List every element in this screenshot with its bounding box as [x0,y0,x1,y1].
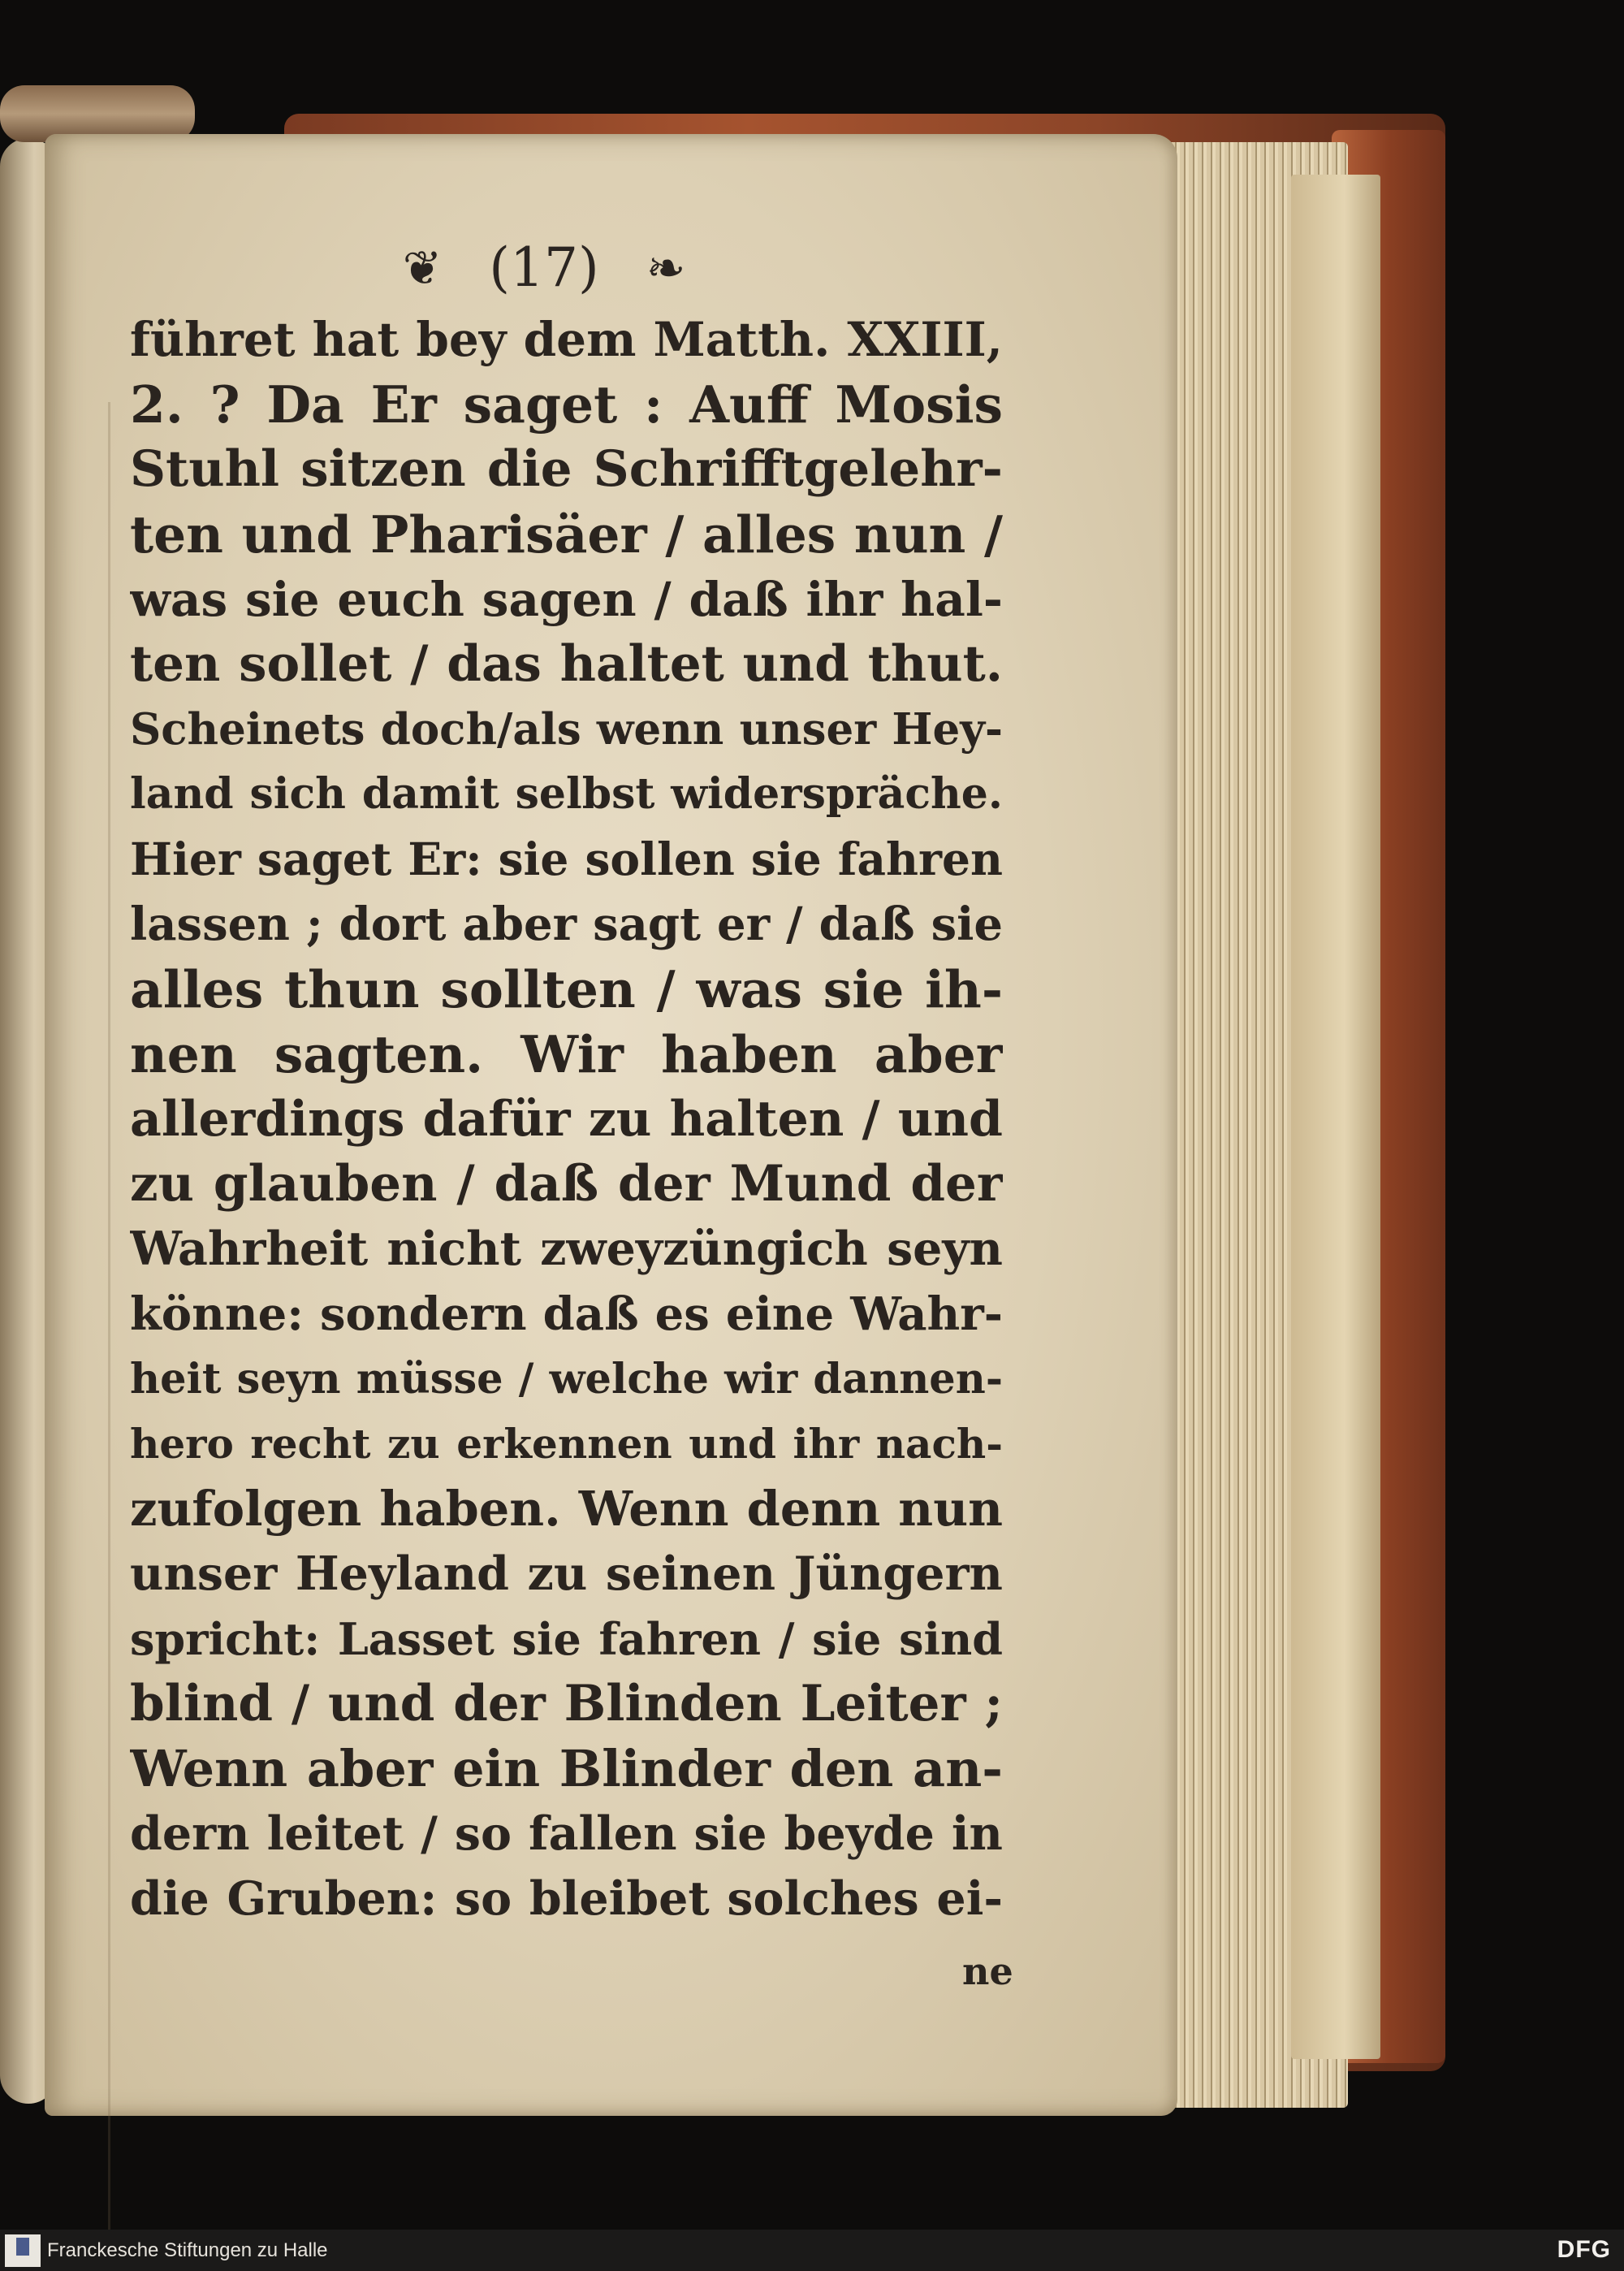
page-header [361,236,727,309]
text-line: spricht: Lasset sie fahren / sie sind [130,1613,1003,1665]
text-line: zufolgen haben. Wenn denn nun [130,1481,1003,1537]
ornament-left-icon: ❦ [402,240,443,296]
text-line: land sich damit selbst widerspräche. [130,769,1003,819]
text-line: könne: sondern daß es eine Wahr- [130,1287,1003,1341]
text-line: die Gruben: so bleibet solches ei- [130,1871,1003,1926]
text-line: ten und Pharisäer / alles nun / [130,504,1003,565]
text-line: führet hat bey dem Matth. XXIII, [130,312,1003,367]
body-text [130,307,1003,1931]
institution-name: Franckesche Stiftungen zu Halle [47,2239,328,2261]
text-line: blind / und der Blinden Leiter ; [130,1675,1003,1732]
text-line: heit seyn müsse / welche wir dannen- [130,1355,1003,1404]
institution-logo-icon [5,2234,41,2267]
text-line: unser Heyland zu seinen Jüngern [130,1546,1003,1601]
text-line: hero recht zu erkennen und ihr nach- [130,1420,1003,1468]
text-line: 2. ? Da Er saget : Auff Mosis [130,374,1003,435]
text-line: Wahrheit nicht zweyzüngich seyn [130,1222,1003,1276]
ornament-right-icon: ❧ [646,240,686,296]
text-line: ten sollet / das haltet und thut. [130,635,1003,693]
catchword: ne [962,1949,1013,1993]
text-line: lassen ; dort aber sagt er / daß sie [130,898,1003,951]
text-line: nen sagten. Wir haben aber [130,1024,1003,1084]
text-line: zu glauben / daß der Mund der [130,1155,1003,1213]
text-line: dern leitet / so fallen sie beyde in [130,1806,1003,1861]
viewer-footer [0,2230,1624,2271]
dfg-logo: DFG [1557,2236,1611,2263]
text-line: was sie euch sagen / daß ihr hal- [130,572,1003,627]
text-line: allerdings dafür zu halten / und [130,1091,1003,1148]
text-line: Scheinets doch/als wenn unser Hey- [130,704,1003,755]
gutter-line [108,402,110,2230]
page-number: (17) [489,236,599,299]
text-line: Stuhl sitzen die Schrifftgelehr- [130,440,1003,498]
text-line: alles thun sollten / was sie ih- [130,959,1003,1019]
text-line: Hier saget Er: sie sollen sie fahren [130,833,1003,885]
text-line: Wenn aber ein Blinder den an- [130,1739,1003,1798]
page-block [1291,175,1380,2059]
